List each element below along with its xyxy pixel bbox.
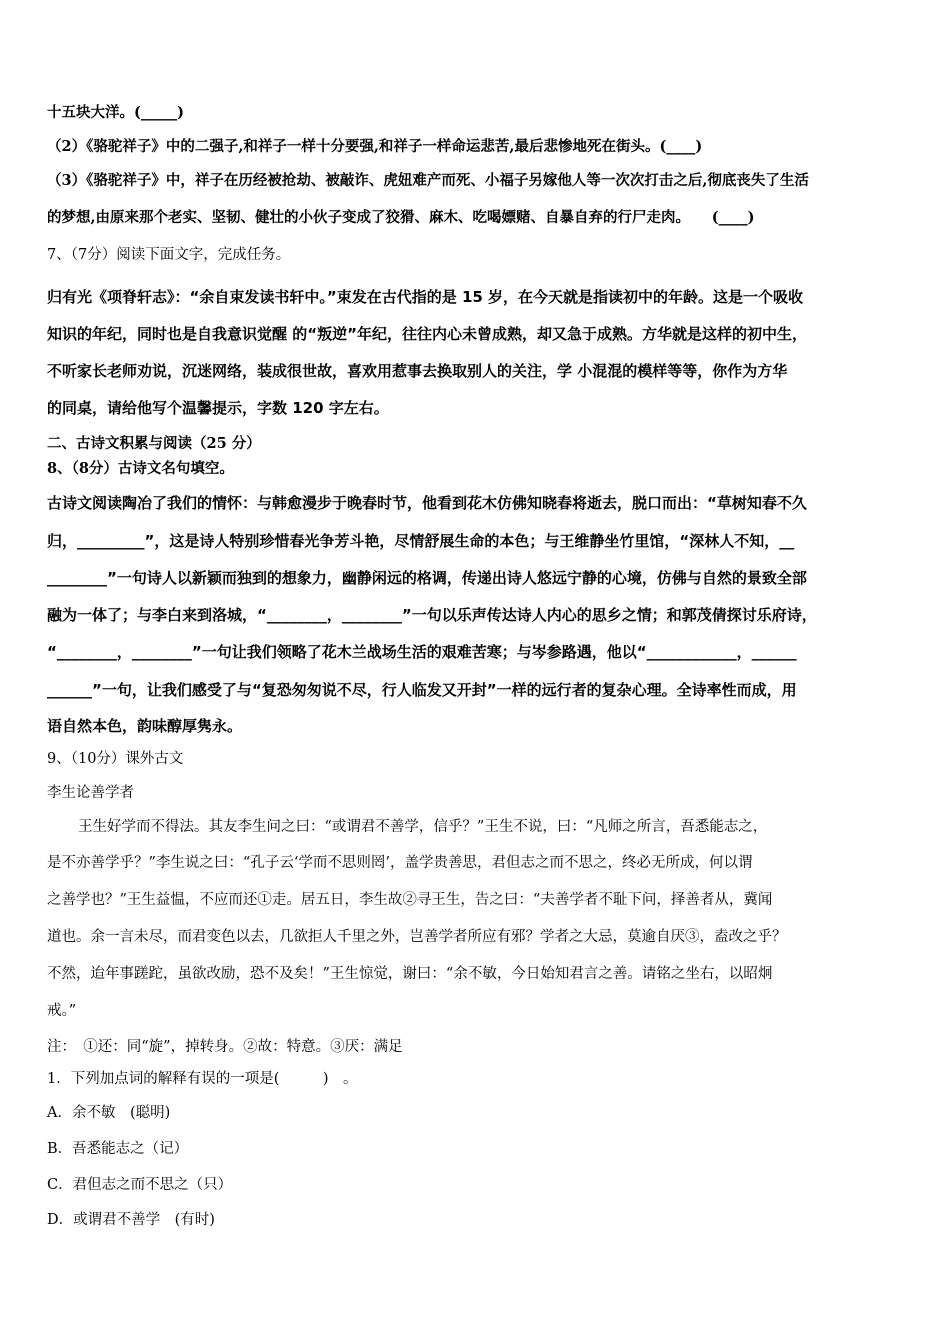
q8-header: 8、（8分）古诗文名句填空。	[47, 460, 234, 477]
q9-note: 注： ①还：同“旋”，掉转身。②故：特意。③厌：满足	[47, 1039, 403, 1055]
q9-header: 9、（10分）课外古文	[47, 751, 184, 767]
option-a: A．余不敏 (聪明)	[47, 1105, 171, 1121]
q7-header: 7、（7分）阅读下面文字，完成任务。	[47, 247, 291, 263]
section-2-header: 二、古诗文积累与阅读（25 分）	[47, 435, 261, 452]
q8-line-5: “________，________”一句让我们领略了花木兰战场生活的艰难苦寒；与岑参路遇，他以“____________，______	[47, 643, 797, 661]
q9-question-1: 1．下列加点词的解释有误的一项是( ) 。	[47, 1071, 358, 1087]
q8-line-1: 古诗文阅读陶冶了我们的情怀：与韩愈漫步于晚春时节，他看到花木仿佛知晓春将逝去，脱口而出：“草树知春不久	[47, 494, 807, 512]
option-b: B．吾悉能志之（记）	[47, 1141, 189, 1157]
q9-text-line-2: 是不亦善学乎？”李生说之曰：“孔子云‘学而不思则罔’，盖学贵善思，君但志之而不思之，终必无所成，何以谓	[47, 855, 753, 871]
q8-line-2: 归，_________”，这是诗人特别珍惜春光争芳斗艳，尽情舒展生命的本色；与王维静坐竹里馆，“深林人不知，__	[47, 532, 795, 550]
top-line-1: 十五块大洋。(_____)	[47, 104, 184, 121]
option-d: D．或谓君不善学 (有时)	[47, 1212, 215, 1228]
q7-paragraph-2: 知识的年纪，同时也是自我意识觉醒 的“叛逆”年纪，往往内心未曾成熟，却又急于成熟。方华就是这样的初中生，	[47, 325, 807, 343]
q8-line-7: 语自然本色，韵味醇厚隽永。	[47, 717, 243, 735]
q7-paragraph-1: 归有光《项脊轩志》：“余自束发读书轩中。”束发在古代指的是 15 岁，在今天就是指读初中的年龄。这是一个吸收	[47, 288, 804, 306]
q9-text-line-6: 戒。”	[47, 1003, 77, 1019]
option-c: C．君但志之而不思之（只）	[47, 1177, 233, 1193]
q9-text-title: 李生论善学者	[47, 785, 134, 801]
q7-paragraph-4: 的同桌，请给他写个温馨提示，字数 120 字左右。	[47, 399, 389, 417]
top-line-2: （2）《骆驼祥子》中的二强子,和祥子一样十分要强,和祥子一样命运悲苦,最后悲惨地死在街头。(____)	[47, 138, 703, 155]
q8-line-6: ______”一句，让我们感受了与“复恐匆匆说不尽，行人临发又开封”一样的远行者的复杂心理。全诗率性而成，用	[47, 681, 797, 699]
q9-text-line-4: 道也。余一言未尽，而君变色以去，几欲拒人千里之外，岂善学者所应有邪？学者之大忌，莫逾自厌③，盍改之乎？	[47, 929, 787, 945]
q7-paragraph-3: 不听家长老师劝说，沉迷网络，装成很世故，喜欢用惹事去换取别人的关注，学 小混混的模样等等，你作为方华	[47, 362, 788, 380]
top-line-3: （3）《骆驼祥子》中，祥子在历经被抢劫、被敲诈、虎妞难产而死、小福子另嫁他人等一次次打击之后,彻底丧失了生活	[47, 172, 809, 189]
q9-text-line-3: 之善学也？”王生益愠，不应而还①走。居五日，李生故②寻王生，告之曰：“夫善学者不耻下问，择善者从，冀闻	[47, 892, 773, 908]
top-line-4: 的梦想,由原来那个老实、坚韧、健壮的小伙子变成了狡猾、麻木、吃喝嫖赌、自暴自弃的行尸走肉。 (____)	[47, 209, 755, 226]
q9-text-line-5: 不然，迨年事蹉跎，虽欲改励，恐不及矣！”王生惊觉，谢曰：“余不敏，今日始知君言之善。请铭之坐右，以昭炯	[47, 966, 773, 982]
q9-text-line-1: 王生好学而不得法。其友李生问之曰：“或谓君不善学，信乎？”王生不说，曰：“凡师之所言，吾悉能志之，	[78, 819, 768, 835]
q8-line-3: ________”一句诗人以新颖而独到的想象力，幽静闲远的格调，传递出诗人悠远宁静的心境，仿佛与自然的景致全部	[47, 569, 807, 587]
q8-line-4: 融为一体了；与李白来到洛城，“________，________”一句以乐声传达诗人内心的思乡之情；和郭茂倩探讨乐府诗，	[47, 606, 817, 624]
